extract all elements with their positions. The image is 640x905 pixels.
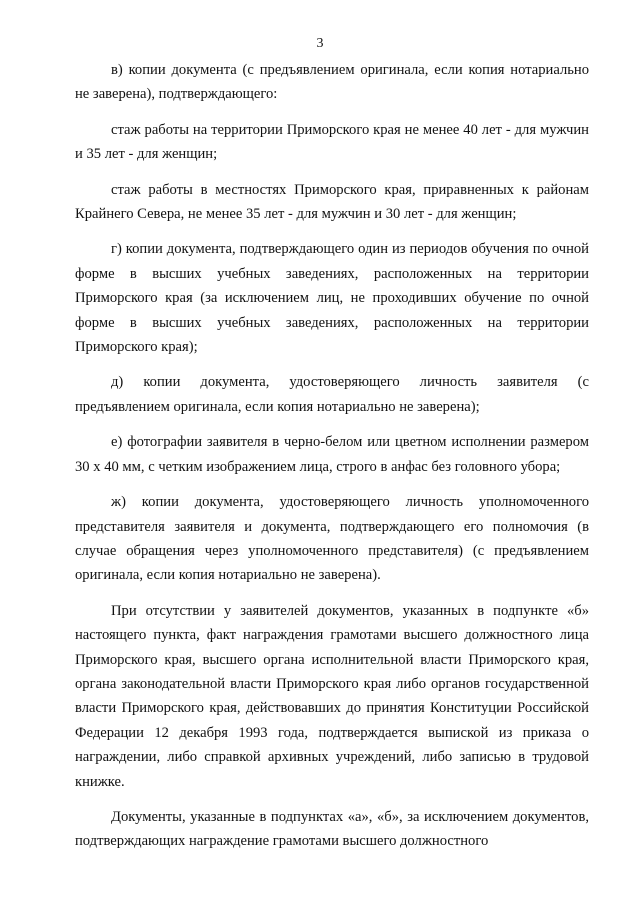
paragraph-award-confirmation: При отсутствии у заявителей документов, указанных в подпункте «б» настоящего пункта, факт награждения грамотами высшего должностного лица Приморского края, высшего органа исполнительной власти Приморского края, органа законодательной власти Приморского края либо органов государственной власти Приморского края, действовавших до принятия Конституции Российской Федерации 12 декабря 1993 года, подтверждается выпиской из приказа о награждении, либо справкой архивных учреждений, либо записью в трудовой книжке. xyxy=(75,602,589,790)
paragraph-work-experience-territory: стаж работы на территории Приморского края не менее 40 лет - для мужчин и 35 лет - для женщин; xyxy=(75,121,589,163)
paragraph-d-identity: д) копии документа, удостоверяющего личность заявителя (с предъявлением оригинала, если копия нотариально не заверена); xyxy=(75,374,589,415)
paragraph-zh-representative: ж) копии документа, удостоверяющего личность уполномоченного представителя заявителя и документа, подтверждающего его полномочия (в случае обращения через уполномоченного представителя) (с предъявлением оригинала, если копия нотариально не заверена). xyxy=(75,494,589,584)
document-body xyxy=(75,58,589,854)
paragraph-g-education: г) копии документа, подтверждающего один из периодов обучения по очной форме в высших учебных заведениях, расположенных на территории Приморского края (за исключением лиц, не проходивших обучение по очной форме в высших учебных заведениях, расположенных на территории Приморского края); xyxy=(75,241,589,356)
paragraph-work-experience-north: стаж работы в местностях Приморского края, приравненных к районам Крайнего Севера, не менее 35 лет - для мужчин и 30 лет - для женщин; xyxy=(75,181,589,223)
paragraph-e-photos: е) фотографии заявителя в черно-белом или цветном исполнении размером 30 x 40 мм, с четким изображением лица, строго в анфас без головного убора; xyxy=(75,434,589,475)
paragraph-documents-listed: Документы, указанные в подпунктах «а», «б», за исключением документов, подтверждающих награждение грамотами высшего должностного xyxy=(75,808,589,850)
page-number: 3 xyxy=(316,36,324,51)
paragraph-v-copies: в) копии документа (с предъявлением оригинала, если копия нотариально не заверена), подтверждающего: xyxy=(75,62,589,103)
